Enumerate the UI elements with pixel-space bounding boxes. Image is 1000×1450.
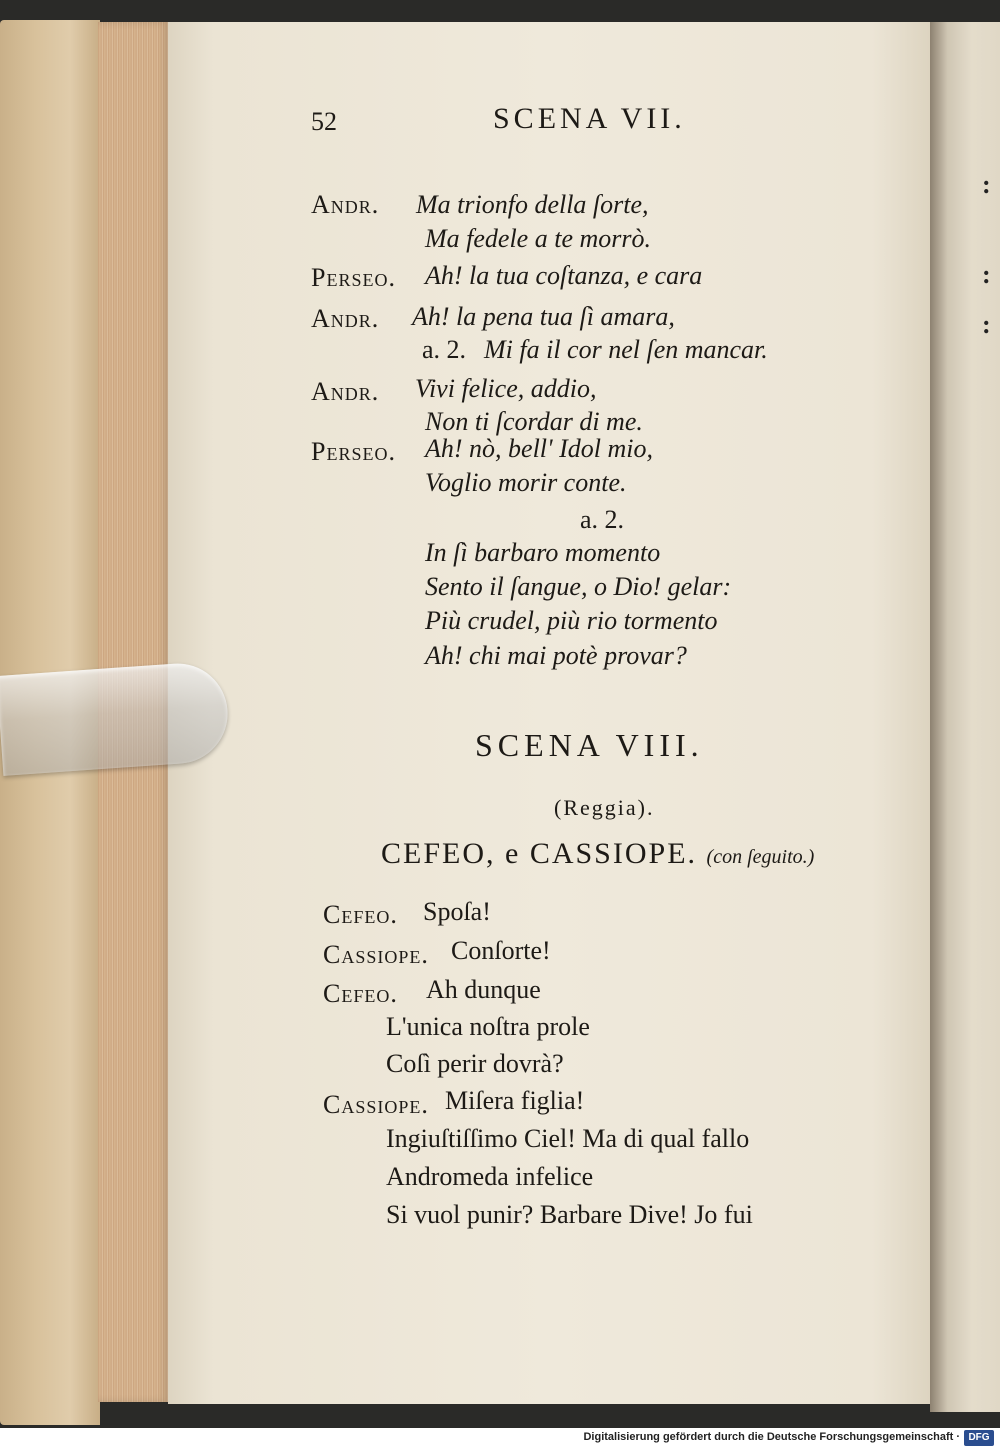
speaker-cassiope: Cassiope. <box>323 940 429 969</box>
verse-line: Ma trionfo della ſorte, <box>416 190 649 219</box>
scene-title: SCENA VIII. <box>475 727 704 763</box>
verse-line: In ſì barbaro momento <box>425 538 661 567</box>
duet-marker: a. 2. <box>422 335 467 364</box>
verse-line: Coſì perir dovrà? <box>386 1049 564 1078</box>
verse-line: Mi fa il cor nel ſen mancar. <box>484 335 768 364</box>
speaker-cefeo: Cefeo. <box>323 979 398 1008</box>
characters-note: (con ſeguito.) <box>706 846 815 868</box>
book-page <box>168 22 933 1404</box>
scene-characters <box>381 837 814 871</box>
speaker-cassiope: Cassiope. <box>323 1090 429 1119</box>
characters-names: CEFEO, e CASSIOPE. <box>381 837 698 870</box>
glass-page-weight <box>0 660 231 776</box>
speaker-andr: Andr. <box>311 304 380 333</box>
verse-line: Ah! la tua coſtanza, e cara <box>425 261 703 290</box>
verse-line: Ah! nò, bell' Idol mio, <box>425 434 653 463</box>
verse-line: Ingiuſtiſſimo Ciel! Ma di qual fallo <box>386 1124 750 1153</box>
verse-line: Ah! la pena tua ſì amara, <box>412 302 675 331</box>
running-head: SCENA VII. <box>493 102 686 135</box>
verse-line: L'unica noſtra prole <box>386 1012 590 1041</box>
speaker-cefeo: Cefeo. <box>323 900 398 929</box>
footer-credit: Digitalisierung gefördert durch die Deutsche Forschungsgemeinschaft · <box>583 1431 960 1443</box>
facing-page-edge <box>930 22 1000 1412</box>
verse-line: Voglio morir conte. <box>425 468 627 497</box>
facing-page-glyph: : <box>982 310 991 339</box>
verse-line: Si vuol punir? Barbare Dive! Jo fui <box>386 1200 753 1229</box>
scene-location: (Reggia). <box>554 795 655 820</box>
speaker-andr: Andr. <box>311 377 380 406</box>
speaker-perseo: Perseo. <box>311 437 396 466</box>
duet-marker: a. 2. <box>580 505 625 534</box>
verse-line: Ma fedele a te morrò. <box>425 224 652 253</box>
verse-line: Spoſa! <box>423 897 491 926</box>
verse-line: Conſorte! <box>451 936 551 965</box>
dfg-logo: DFG <box>964 1430 994 1446</box>
verse-line: Non ti ſcordar di me. <box>425 407 643 436</box>
page-number: 52 <box>311 107 337 136</box>
speaker-andr: Andr. <box>311 190 380 219</box>
verse-line: Ah! chi mai potè provar? <box>425 641 687 670</box>
verse-line: Sento il ſangue, o Dio! gelar: <box>425 572 732 601</box>
facing-page-glyph: : <box>982 170 991 199</box>
verse-line: Andromeda infelice <box>386 1162 594 1191</box>
verse-line: Vivi felice, addio, <box>415 374 597 403</box>
speaker-perseo: Perseo. <box>311 263 396 292</box>
digitization-footer <box>0 1428 1000 1450</box>
facing-page-glyph: : <box>982 260 991 289</box>
verse-line: Più crudel, più rio tormento <box>425 606 718 635</box>
verse-line: Miſera figlia! <box>445 1086 585 1115</box>
verse-line: Ah dunque <box>426 975 541 1004</box>
